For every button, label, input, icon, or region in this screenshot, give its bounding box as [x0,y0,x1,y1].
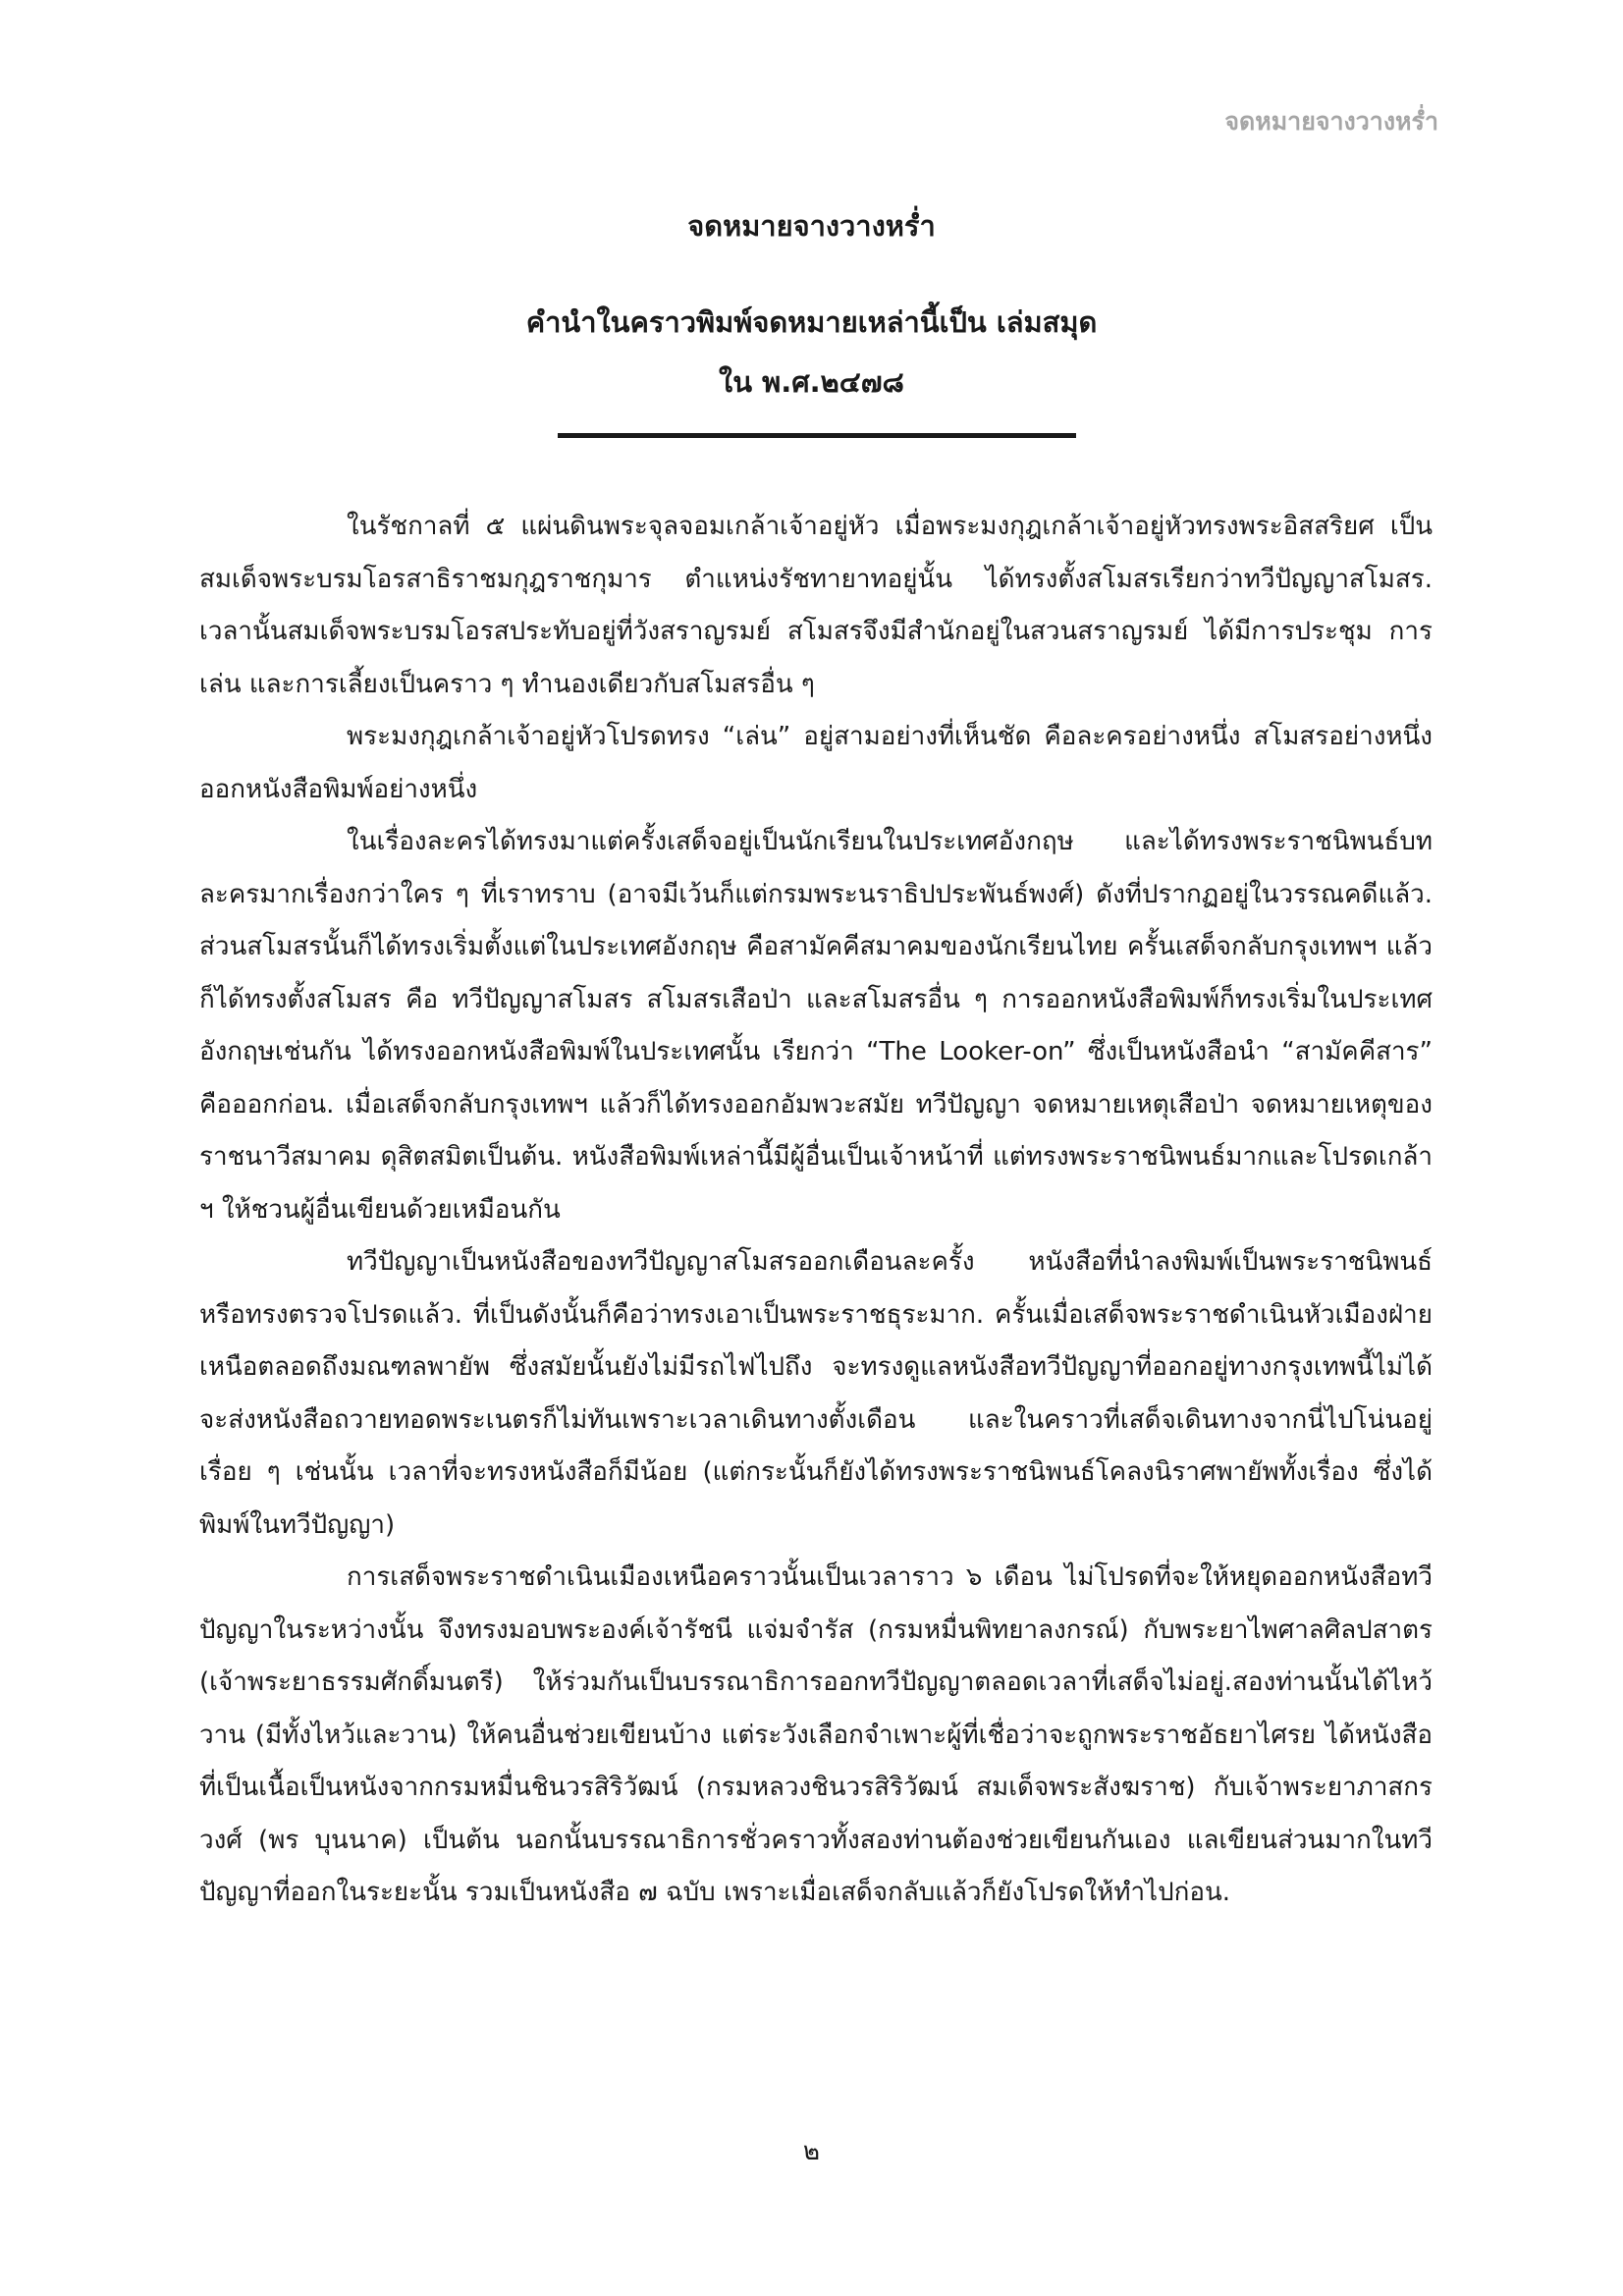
document-title: จดหมายจางวางหร่ำ [687,209,936,243]
running-header: จดหมายจางวางหร่ำ [1224,107,1438,136]
paragraph-2: พระมงกุฎเกล้าเจ้าอยู่หัวโปรดทรง “เล่น” อยู่สามอย่างที่เห็นชัด คือละครอย่างหนึ่ง สโมสรอย่างหนึ่ง ออกหนังสือพิมพ์อย่างหนึ่ง [199,722,1433,804]
title-divider [558,433,1076,438]
page-number: ๒ [802,2137,821,2166]
paragraph-3: ในเรื่องละครได้ทรงมาแต่ครั้งเสด็จอยู่เป็นนักเรียนในประเทศอังกฤษ และได้ทรงพระราชนิพนธ์บทละครมากเรื่องกว่าใคร ๆ ที่เราทราบ (อาจมีเว้นก็แต่กรมพระนราธิปประพันธ์พงศ์) ดังที่ปรากฏอยู่ในวรรณคดีแล้ว. ส่วนสโมสรนั้นก็ได้ทรงเริ่มตั้งแต่ในประเทศอังกฤษ คือสามัคคีสมาคมของนักเรียนไทย ครั้นเสด็จกลับกรุงเทพฯ แล้ว ก็ได้ทรงตั้งสโมสร คือ ทวีปัญญาสโมสร สโมสรเสือป่า และสโมสรอื่น ๆ การออกหนังสือพิมพ์ก็ทรงเริ่มในประเทศอังกฤษเช่นกัน ได้ทรงออกหนังสือพิมพ์ในประเทศนั้น เรียกว่า “The Looker-on” ซึ่งเป็นหนังสือนำ “สามัคคีสาร” คือออกก่อน. เมื่อเสด็จกลับกรุงเทพฯ แล้วก็ได้ทรงออกอัมพวะสมัย ทวีปัญญา จดหมายเหตุเสือป่า จดหมายเหตุของราชนาวีสมาคม ดุสิตสมิตเป็นต้น. หนังสือพิมพ์เหล่านี้มีผู้อื่นเป็นเจ้าหน้าที่ แต่ทรงพระราชนิพนธ์มากและโปรดเกล้า ฯ ให้ชวนผู้อื่นเขียนด้วยเหมือนกัน [199,827,1433,1225]
paragraph-4: ทวีปัญญาเป็นหนังสือของทวีปัญญาสโมสรออกเดือนละครั้ง หนังสือที่นำลงพิมพ์เป็นพระราชนิพนธ์หรือทรงตรวจโปรดแล้ว. ที่เป็นดังนั้นก็คือว่าทรงเอาเป็นพระราชธุระมาก. ครั้นเมื่อเสด็จพระราชดำเนินหัวเมืองฝ่ายเหนือตลอดถึงมณฑลพายัพ ซึ่งสมัยนั้นยังไม่มีรถไฟไปถึง จะทรงดูแลหนังสือทวีปัญญาที่ออกอยู่ทางกรุงเทพนี้ไม่ได้ จะส่งหนังสือถวายทอดพระเนตรก็ไม่ทันเพราะเวลาเดินทางตั้งเดือน และในคราวที่เสด็จเดินทางจากนี่ไปโน่นอยู่เรื่อย ๆ เช่นนั้น เวลาที่จะทรงหนังสือก็มีน้อย (แต่กระนั้นก็ยังได้ทรงพระราชนิพนธ์โคลงนิราศพายัพทั้งเรื่อง ซึ่งได้พิมพ์ในทวีปัญญา) [199,1247,1433,1540]
subtitle-line-1: คำนำในคราวพิมพ์จดหมายเหล่านี้เป็น เล่มสมุด [525,305,1098,339]
subtitle-line-2: ใน พ.ศ.๒๔๗๘ [719,365,904,399]
paragraph-5: การเสด็จพระราชดำเนินเมืองเหนือคราวนั้นเป็นเวลาราว ๖ เดือน ไม่โปรดที่จะให้หยุดออกหนังสือทวีปัญญาในระหว่างนั้น จึงทรงมอบพระองค์เจ้ารัชนี แจ่มจำรัส (กรมหมื่นพิทยาลงกรณ์) กับพระยาไพศาลศิลปสาตร (เจ้าพระยาธรรมศักดิ์มนตรี) ให้ร่วมกันเป็นบรรณาธิการออกทวีปัญญาตลอดเวลาที่เสด็จไม่อยู่.สองท่านนั้นได้ไหว้วาน (มีทั้งไหว้และวาน) ให้คนอื่นช่วยเขียนบ้าง แต่ระวังเลือกจำเพาะผู้ที่เชื่อว่าจะถูกพระราชอัธยาไศรย ได้หนังสือที่เป็นเนื้อเป็นหนังจากกรมหมื่นชินวรสิริวัฒน์ (กรมหลวงชินวรสิริวัฒน์ สมเด็จพระสังฆราช) กับเจ้าพระยาภาสกรวงศ์ (พร บุนนาค) เป็นต้น นอกนั้นบรรณาธิการชั่วคราวทั้งสองท่านต้องช่วยเขียนกันเอง แลเขียนส่วนมากในทวีปัญญาที่ออกในระยะนั้น รวมเป็นหนังสือ ๗ ฉบับ เพราะเมื่อเสด็จกลับแล้วก็ยังโปรดให้ทำไปก่อน. [199,1562,1433,1907]
body-text [199,501,1433,1920]
paragraph-1: ในรัชกาลที่ ๕ แผ่นดินพระจุลจอมเกล้าเจ้าอยู่หัว เมื่อพระมงกุฎเกล้าเจ้าอยู่หัวทรงพระอิสสริยศ เป็นสมเด็จพระบรมโอรสาธิราชมกุฎราชกุมาร ตำแหน่งรัชทายาทอยู่นั้น ได้ทรงตั้งสโมสรเรียกว่าทวีปัญญาสโมสร. เวลานั้นสมเด็จพระบรมโอรสประทับอยู่ที่วังสราญรมย์ สโมสรจึงมีสำนักอยู่ในสวนสราญรมย์ ได้มีการประชุม การเล่น และการเลี้ยงเป็นคราว ๆ ทำนองเดียวกับสโมสรอื่น ๆ [199,512,1433,699]
